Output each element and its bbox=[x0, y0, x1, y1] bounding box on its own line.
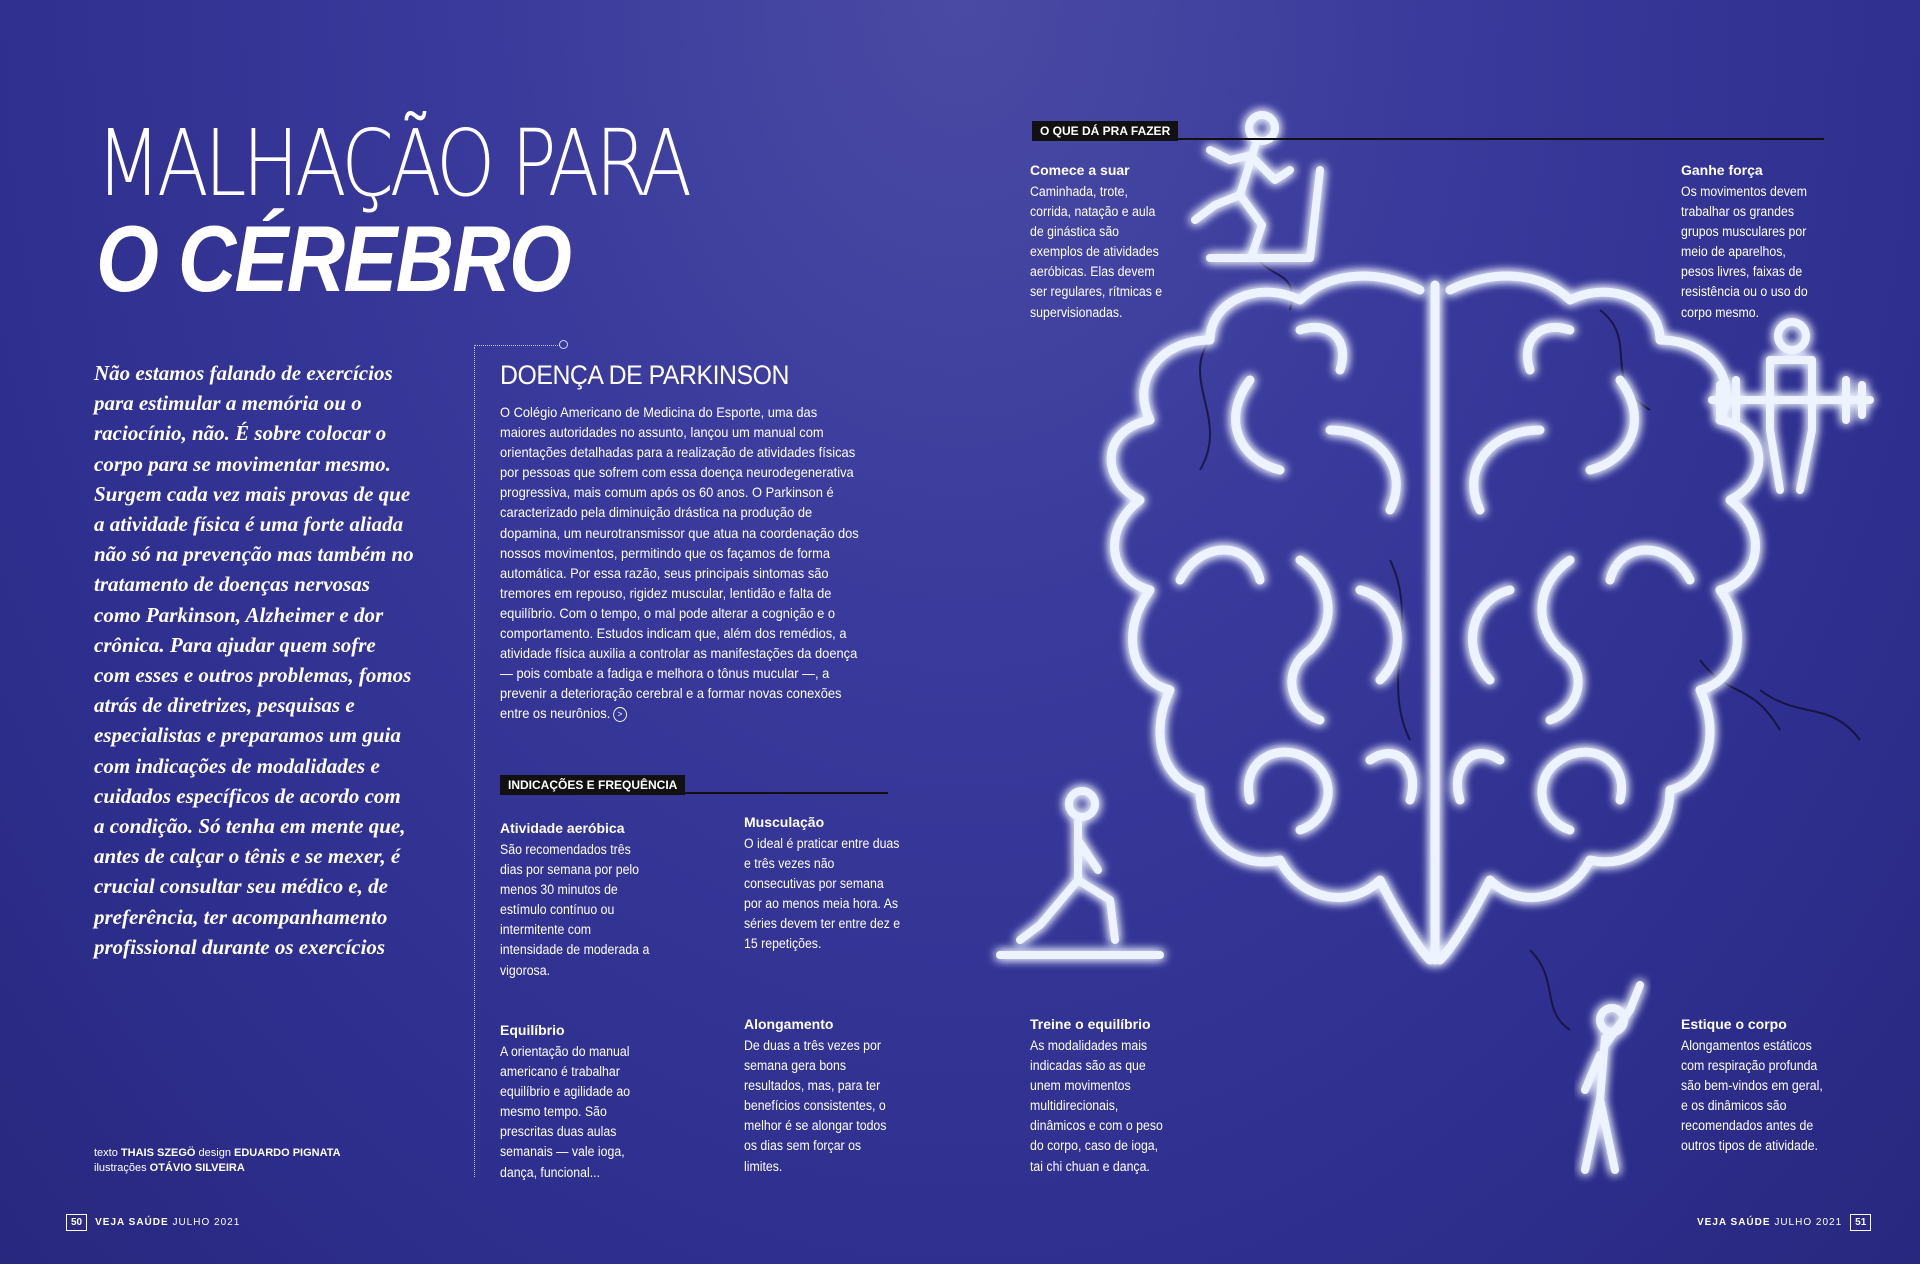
aerobica-body: São recomendados três dias por semana por pelo menos 30 minutos de estímulo contínuo ou intermitente com intensidade de moderada a vigorosa. bbox=[500, 842, 650, 978]
page-number-right: 51 bbox=[1850, 1214, 1871, 1231]
headline-line2: O CÉREBRO bbox=[96, 206, 571, 311]
alongamento-heading: Alongamento bbox=[744, 1016, 834, 1032]
forca-block bbox=[1681, 162, 1831, 323]
footer-right-magazine: VEJA SAÚDE bbox=[1697, 1217, 1771, 1228]
suar-block bbox=[1030, 162, 1180, 323]
intro-text: Não estamos falando de exercícios para estimular a memória ou o raciocínio, não. É sobre colocar o corpo para se movimentar mesmo. Surgem cada vez mais provas de que a atividade física é uma forte aliada não só na prevenção mas também no tratamento de doenças nervosas como Parkinson, Alzheimer e dor crônica. Para ajudar quem sofre com esses e outros problemas, fomos atrás de diretrizes, pesquisas e especialistas e preparamos um guia com indicações de modalidades e cuidados específicos de acordo com a condição. Só tenha em mente que, antes de calçar o tênis e se mexer, é crucial consultar seu médico e, de preferência, ter acompanhamento profissional durante os exercícios bbox=[94, 361, 414, 959]
equilibrio-body: A orientação do manual americano é trabalhar equilíbrio e agilidade ao mesmo tempo. São prescritas duas aulas semanais — vale ioga, dança, funcional... bbox=[500, 1044, 631, 1180]
footer-right bbox=[1697, 1214, 1871, 1231]
page-number-left: 50 bbox=[66, 1214, 87, 1231]
footer-left-date: JULHO 2021 bbox=[172, 1217, 241, 1228]
treine-block bbox=[1030, 1016, 1180, 1177]
continue-arrow-icon: > bbox=[613, 707, 627, 722]
aerobica-heading: Atividade aeróbica bbox=[500, 820, 625, 836]
estique-heading: Estique o corpo bbox=[1681, 1016, 1787, 1032]
footer-right-text bbox=[1697, 1217, 1842, 1228]
credit-texto-label: texto bbox=[94, 1147, 118, 1159]
footer-left-magazine: VEJA SAÚDE bbox=[95, 1217, 169, 1228]
treine-body: As modalidades mais indicadas são as que unem movimentos multidirecionais, dinâmicos e com o peso do corpo, caso de ioga, tai chi chuan e dança. bbox=[1030, 1038, 1163, 1174]
footer-left-text bbox=[95, 1217, 240, 1228]
estique-body: Alongamentos estáticos com respiração profunda são bem-vindos em geral, e os dinâmicos são recomendados antes de outros tipos de atividade. bbox=[1681, 1038, 1823, 1154]
parkinson-text: O Colégio Americano de Medicina do Esporte, uma das maiores autoridades no assunto, lançou um manual com orientações detalhadas para a realização de atividades físicas por pessoas que sofrem com essa doença neurodegenerativa progressiva, mais comum após os 60 anos. O Parkinson é caracterizado pela diminuição drástica na produção de dopamina, um neurotransmissor que atua na coordenação dos nossos movimentos, permitindo que os façamos de forma automática. Por essa razão, seus principais sintomas são tremores em repouso, rigidez muscular, lentidão e falta de equilíbrio. Com o tempo, o mal pode alterar a cognição e o comportamento. Estudos indicam que, além dos remédios, a atividade física auxilia a controlar as manifestações da doença — pois combate a fadiga e melhora o tônus mucular —, a prevenir a deterioração cerebral e a formar novas conexões entre os neurônios. bbox=[500, 404, 859, 722]
treine-heading: Treine o equilíbrio bbox=[1030, 1016, 1151, 1032]
estique-block bbox=[1681, 1016, 1836, 1157]
weightlifter-icon bbox=[1712, 322, 1870, 490]
credit-texto-name: THAIS SZEGÖ bbox=[120, 1147, 196, 1159]
indicacoes-label: INDICAÇÕES E FREQUÊNCIA bbox=[500, 775, 685, 795]
credit-ilustracoes-name: OTÁVIO SILVEIRA bbox=[149, 1162, 245, 1174]
alongamento-body: De duas a três vezes por semana gera bons resultados, mas, para ter benefícios consistentes, o melhor é se alongar todos os dias sem forçar os limites. bbox=[744, 1038, 887, 1174]
musculacao-body: O ideal é praticar entre duas e três vezes não consecutivas por semana por ao menos meia hora. As séries devem ter entre dez e 15 repetições. bbox=[744, 836, 901, 952]
footer-right-date: JULHO 2021 bbox=[1774, 1217, 1843, 1228]
o-que-da-label: O QUE DÁ PRA FAZER bbox=[1032, 121, 1178, 141]
kneeling-person-icon bbox=[1000, 791, 1160, 955]
suar-heading: Comece a suar bbox=[1030, 162, 1130, 178]
stretching-person-icon bbox=[1585, 985, 1640, 1170]
suar-body: Caminhada, trote, corrida, natação e aula de ginástica são exemplos de atividades aeróbicas. Elas devem ser regulares, rítmicas e supervisionadas. bbox=[1030, 184, 1163, 320]
credit-ilustracoes-label: ilustrações bbox=[94, 1162, 147, 1174]
runner-icon bbox=[1195, 115, 1320, 258]
forca-heading: Ganhe força bbox=[1681, 162, 1763, 178]
forca-body: Os movimentos devem trabalhar os grandes grupos musculares por meio de aparelhos, pesos livres, faixas de resistência ou o uso do corpo mesmo. bbox=[1681, 184, 1808, 320]
credit-design-name: EDUARDO PIGNATA bbox=[234, 1147, 341, 1159]
musculacao-heading: Musculação bbox=[744, 814, 825, 830]
credit-design-label: design bbox=[198, 1147, 231, 1159]
equilibrio-heading: Equilíbrio bbox=[500, 1022, 565, 1038]
parkinson-title: DOENÇA DE PARKINSON bbox=[500, 360, 789, 390]
headline-line1: MALHAÇÃO PARA bbox=[96, 110, 689, 217]
footer-left bbox=[66, 1214, 240, 1231]
